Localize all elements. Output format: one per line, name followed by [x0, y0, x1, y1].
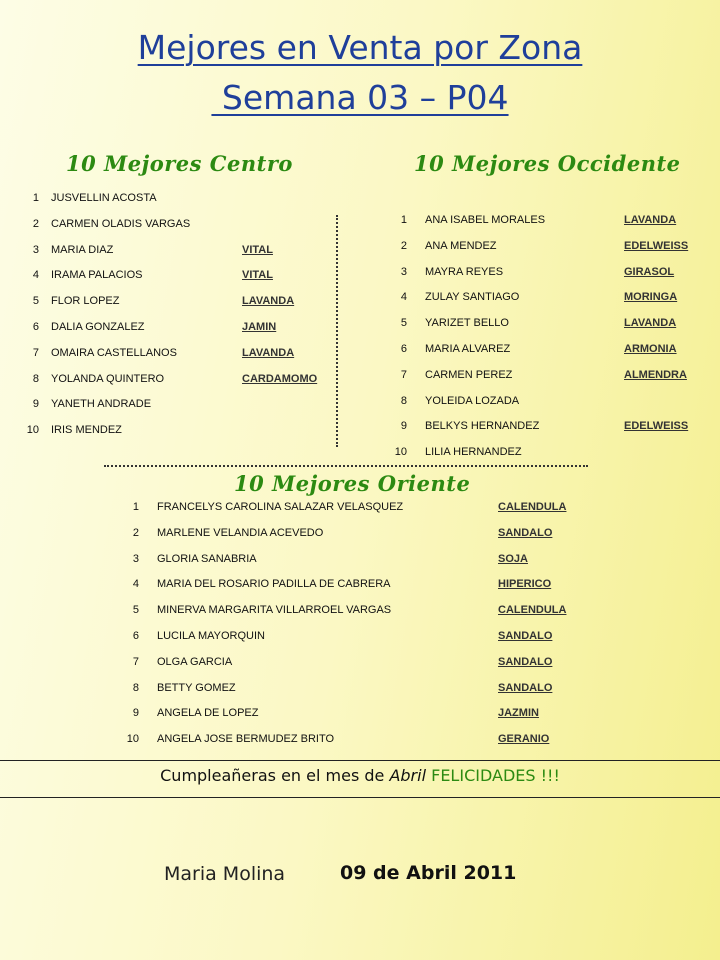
product-name: VITAL	[242, 243, 273, 256]
product-name: CALENDULA	[498, 604, 567, 617]
page-title-line-2: Semana 03 – P04	[211, 78, 509, 117]
seller-name: MINERVA MARGARITA VILLARROEL VARGAS	[157, 604, 392, 617]
seller-name: MARIA DIAZ	[51, 243, 114, 256]
product-name: EDELWEISS	[624, 239, 689, 252]
rank-number: 9	[132, 707, 139, 720]
rank-number: 3	[32, 243, 39, 256]
rank-number: 7	[400, 368, 407, 381]
product-name: ARMONIA	[624, 343, 677, 355]
product-name: CARDAMOMO	[242, 372, 318, 385]
rank-number: 2	[32, 217, 39, 230]
seller-name: LILIA HERNANDEZ	[425, 446, 522, 459]
rank-number: 7	[32, 346, 39, 359]
product-name: MORINGA	[624, 291, 678, 304]
rank-number: 4	[32, 269, 39, 282]
product-name: SANDALO	[498, 526, 553, 539]
rank-number: 2	[400, 239, 407, 252]
product-name: GIRASOL	[624, 265, 675, 278]
product-name: HIPERICO	[498, 578, 552, 591]
product-name: GERANIO	[498, 733, 550, 746]
product-name: SOJA	[498, 552, 528, 565]
heading-oriente: 10 Mejores Oriente	[234, 471, 471, 496]
product-name: JAZMIN	[498, 707, 539, 720]
rank-number: 8	[32, 372, 39, 385]
seller-name: YOLEIDA LOZADA	[425, 394, 520, 407]
rank-number: 9	[32, 398, 39, 411]
rank-number: 1	[132, 501, 139, 513]
seller-name: IRAMA PALACIOS	[51, 269, 143, 282]
seller-name: MARLENE VELANDIA ACEVEDO	[157, 526, 324, 539]
birthday-month: Abril	[389, 766, 427, 785]
heading-occidente: 10 Mejores Occidente	[414, 151, 681, 176]
product-name: SANDALO	[498, 655, 553, 668]
heading-centro: 10 Mejores Centro	[66, 151, 293, 176]
page-title-line-1: Mejores en Venta por Zona	[137, 28, 583, 67]
divider-bottom	[0, 797, 720, 798]
seller-name: CARMEN PEREZ	[425, 368, 513, 381]
seller-name: YOLANDA QUINTERO	[51, 372, 165, 385]
product-name: CALENDULA	[498, 501, 567, 513]
seller-name: YARIZET BELLO	[425, 317, 509, 330]
rank-number: 10	[126, 733, 139, 746]
rank-number: 8	[132, 681, 139, 694]
product-name: SANDALO	[498, 630, 553, 642]
seller-name: JUSVELLIN ACOSTA	[51, 192, 157, 204]
seller-name: FLOR LOPEZ	[51, 295, 120, 308]
rank-number: 10	[26, 424, 39, 437]
seller-name: ANGELA JOSE BERMUDEZ BRITO	[157, 733, 335, 746]
rank-number: 6	[132, 630, 139, 642]
footer-date: 09 de Abril 2011	[340, 862, 517, 884]
seller-name: FRANCELYS CAROLINA SALAZAR VELASQUEZ	[157, 501, 404, 513]
birthday-felicidades: FELICIDADES !!!	[426, 766, 560, 785]
product-name: LAVANDA	[242, 295, 295, 308]
seller-name: GLORIA SANABRIA	[157, 552, 257, 565]
divider-top	[0, 760, 720, 761]
seller-name: IRIS MENDEZ	[51, 424, 122, 437]
product-name: LAVANDA	[242, 346, 295, 359]
seller-name: OLGA GARCIA	[157, 655, 233, 668]
product-name: JAMIN	[242, 321, 277, 333]
seller-name: LUCILA MAYORQUIN	[157, 630, 265, 642]
product-name: VITAL	[242, 269, 273, 282]
product-name: SANDALO	[498, 681, 553, 694]
product-name: ALMENDRA	[624, 368, 687, 381]
seller-name: ANGELA DE LOPEZ	[157, 707, 259, 720]
rank-number: 9	[400, 420, 407, 433]
seller-name: MAYRA REYES	[425, 265, 504, 278]
birthday-banner	[0, 766, 720, 785]
rank-number: 1	[32, 192, 39, 204]
seller-name: YANETH ANDRADE	[51, 398, 152, 411]
product-name: EDELWEISS	[624, 420, 689, 433]
rank-number: 7	[132, 655, 139, 668]
vertical-divider	[336, 215, 338, 447]
seller-name: BELKYS HERNANDEZ	[425, 420, 540, 433]
rank-number: 6	[400, 343, 407, 355]
seller-name: DALIA GONZALEZ	[51, 321, 145, 333]
rank-number: 3	[132, 552, 139, 565]
seller-name: ZULAY SANTIAGO	[425, 291, 520, 304]
rank-number: 10	[394, 446, 407, 459]
product-name: LAVANDA	[624, 214, 677, 226]
rank-number: 4	[400, 291, 407, 304]
seller-name: ANA ISABEL MORALES	[425, 214, 546, 226]
rank-number: 5	[32, 295, 39, 308]
seller-name: MARIA ALVAREZ	[425, 343, 511, 355]
seller-name: BETTY GOMEZ	[157, 681, 236, 694]
seller-name: OMAIRA CASTELLANOS	[51, 346, 177, 359]
product-name: LAVANDA	[624, 317, 677, 330]
rank-number: 1	[400, 214, 407, 226]
rank-number: 3	[400, 265, 407, 278]
birthday-prefix: Cumpleañeras en el mes de	[160, 766, 390, 785]
dotted-divider	[104, 465, 588, 467]
seller-name: ANA MENDEZ	[425, 239, 497, 252]
rank-number: 8	[400, 394, 407, 407]
rank-number: 4	[132, 578, 139, 591]
seller-name: CARMEN OLADIS VARGAS	[51, 217, 191, 230]
seller-name: MARIA DEL ROSARIO PADILLA DE CABRERA	[157, 578, 391, 591]
rank-number: 2	[132, 526, 139, 539]
rank-number: 6	[32, 321, 39, 333]
footer-name: Maria Molina	[164, 863, 286, 885]
rank-number: 5	[400, 317, 407, 330]
rank-number: 5	[132, 604, 139, 617]
